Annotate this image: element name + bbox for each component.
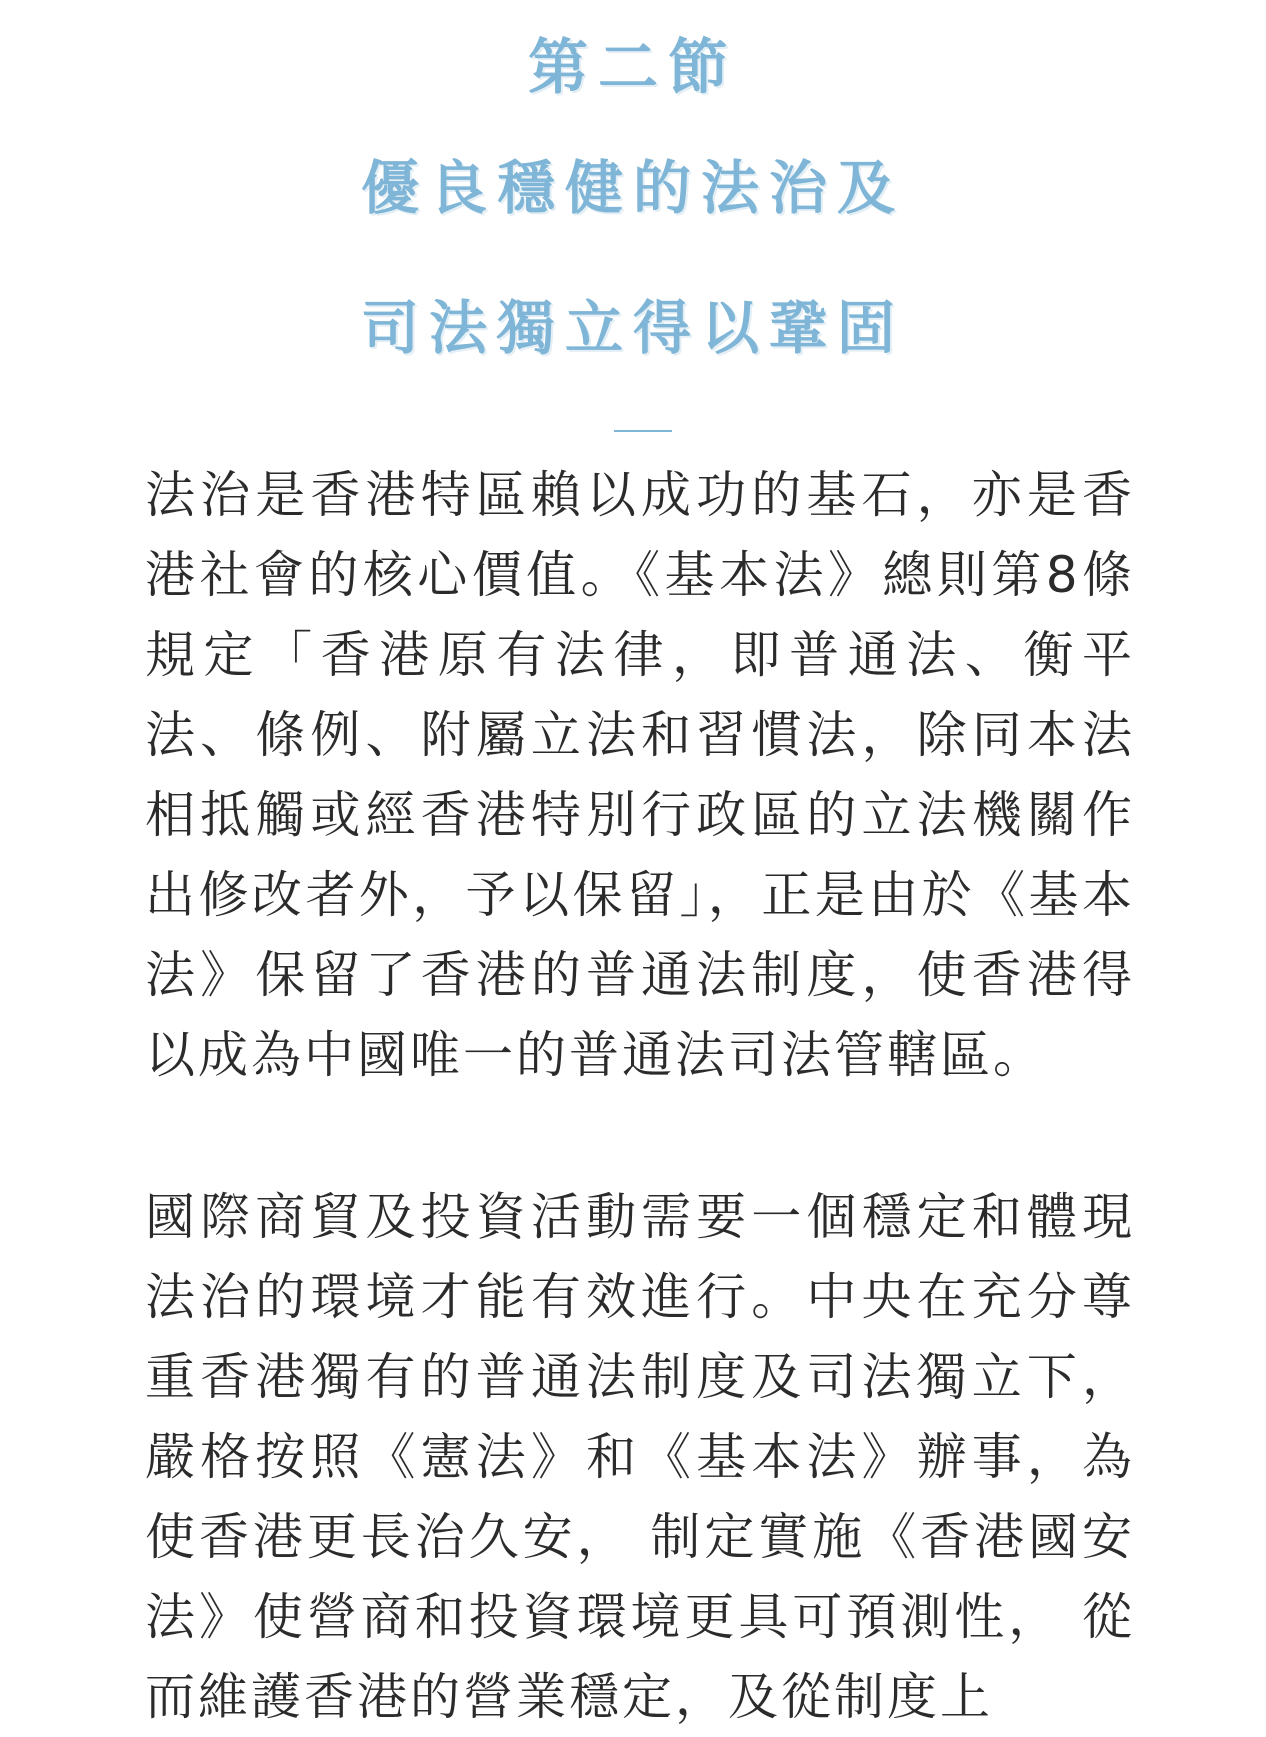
body-paragraph-2: 國際商貿及投資活動需要一個穩定和體現法治的環境才能有效進行。中央在充分尊重香港獨有的普通法制度及司法獨立下，嚴格按照《憲法》和《基本法》辦事，為使香港更長治久安， 制定實施《香港國安法》使營商和投資環境更具可預測性， 從而維護香港的營業穩定，及從制度上 [145, 1188, 1135, 1726]
section-label: 第二節 [528, 33, 738, 103]
body-paragraph-1: 法治是香港特區賴以成功的基石，亦是香港社會的核心價值。《基本法》總則第8條規定「香港原有法律，即普通法、衡平法、條例、附屬立法和習慣法，除同本法相抵觸或經香港特別行政區的立法機關作出修改者外，予以保留」，正是由於《基本法》保留了香港的普通法制度，使香港得以成為中國唯一的普通法司法管轄區。 [145, 466, 1135, 1084]
section-title-line-1: 優良穩健的法治及 [360, 154, 905, 222]
title-divider [614, 430, 672, 432]
section-title-line-2: 司法獨立得以鞏固 [360, 294, 905, 362]
